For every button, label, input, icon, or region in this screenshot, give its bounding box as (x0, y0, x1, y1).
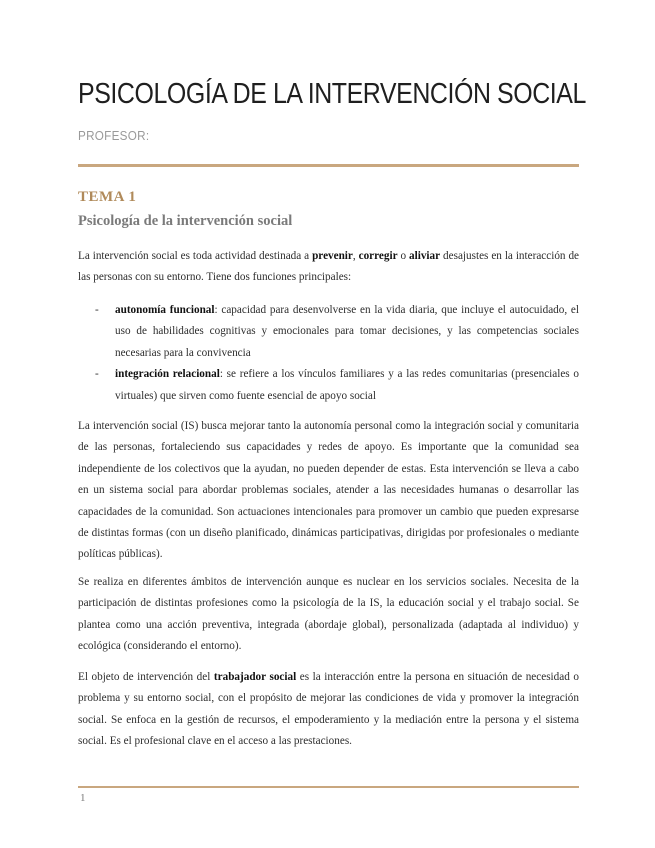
paragraph-intro (78, 246, 579, 289)
section-label: TEMA 1 (78, 189, 137, 205)
paragraph-objectives: La intervención social (IS) busca mejorar tanto la autonomía personal como la integración social y comunitaria de las personas, fortaleciendo sus capacidades y redes de apoyo. Es importante que la comunidad sea independiente de los colectivos que la ayudan, no pueden depender de estas. Esta intervención se lleva a cabo en un sistema social para abordar problemas sociales, atender a las necesidades humanas o desarrollar las capacidades de la comunidad. Son actuaciones intencionales para promover un cambio que pueden expresarse de distintas formas (con un diseño planificado, dinámicas participativas, dirigidas por profesionales o mediante políticas públicas). (78, 420, 579, 561)
paragraph-intro-bold: corregir (358, 250, 398, 262)
paragraph-intro-text: , (352, 250, 359, 262)
document-title: PSICOLOGÍA DE LA INTERVENCIÓN SOCIAL (78, 78, 586, 110)
section-heading: Psicología de la intervención social (78, 213, 293, 229)
paragraph-intro-text: o (397, 250, 410, 262)
list-item (78, 300, 579, 364)
paragraph-social-worker-bold: trabajador social (213, 671, 297, 683)
paragraph-intro-bold: aliviar (409, 250, 441, 262)
paragraph-intro-text: La intervención social es toda actividad destinada a (78, 250, 313, 262)
footer-divider (78, 786, 579, 788)
list-item-term: integración relacional (115, 368, 220, 381)
bullet-marker: - (95, 304, 99, 316)
paragraph-intro-bold: prevenir (312, 250, 353, 262)
bullet-marker: - (95, 368, 99, 381)
document-subtitle: PROFESOR: (78, 128, 150, 143)
list-item (78, 364, 579, 407)
paragraph-scope: Se realiza en diferentes ámbitos de intervención aunque es nuclear en los servicios sociales. Necesita de la participación de distintas profesiones como la psicología de la IS, la educación social y el trabajo social. Se plantea como una acción preventiva, integrada (abordaje global), personalizada (adaptada al individuo) y ecológica (considerando el entorno). (78, 576, 579, 653)
list-item-term: autonomía funcional (115, 304, 215, 316)
paragraph-social-worker-text: es la interacción entre la persona en situación de necesidad o problema y su entorno social, con el propósito de mejorar las condiciones de vida y promover la integración social. Se enfoca en la gestión de recursos, el empoderamiento y la mediación entre la persona y el sistema social. Es el profesional clave en el acceso a las prestaciones. (78, 671, 579, 748)
list-item-text: : se refiere a los vínculos familiares y a las redes comunitarias (presenciales o virtuales) que sirven como fuente esencial de apoyo social (115, 368, 579, 402)
function-list (78, 300, 579, 407)
page-number: 1 (80, 792, 86, 804)
paragraph-social-worker-text: El objeto de intervención del (78, 671, 214, 683)
paragraph-intro-text: desajustes en la interacción de las personas con su entorno. Tiene dos funciones principales: (78, 250, 580, 284)
paragraph-social-worker (78, 667, 579, 753)
list-item-text: : capacidad para desenvolverse en la vida diaria, que incluye el autocuidado, el uso de habilidades cognitivas y emocionales para tomar decisiones, y las competencias sociales necesarias para la convivencia (115, 304, 579, 359)
header-divider (78, 164, 579, 167)
